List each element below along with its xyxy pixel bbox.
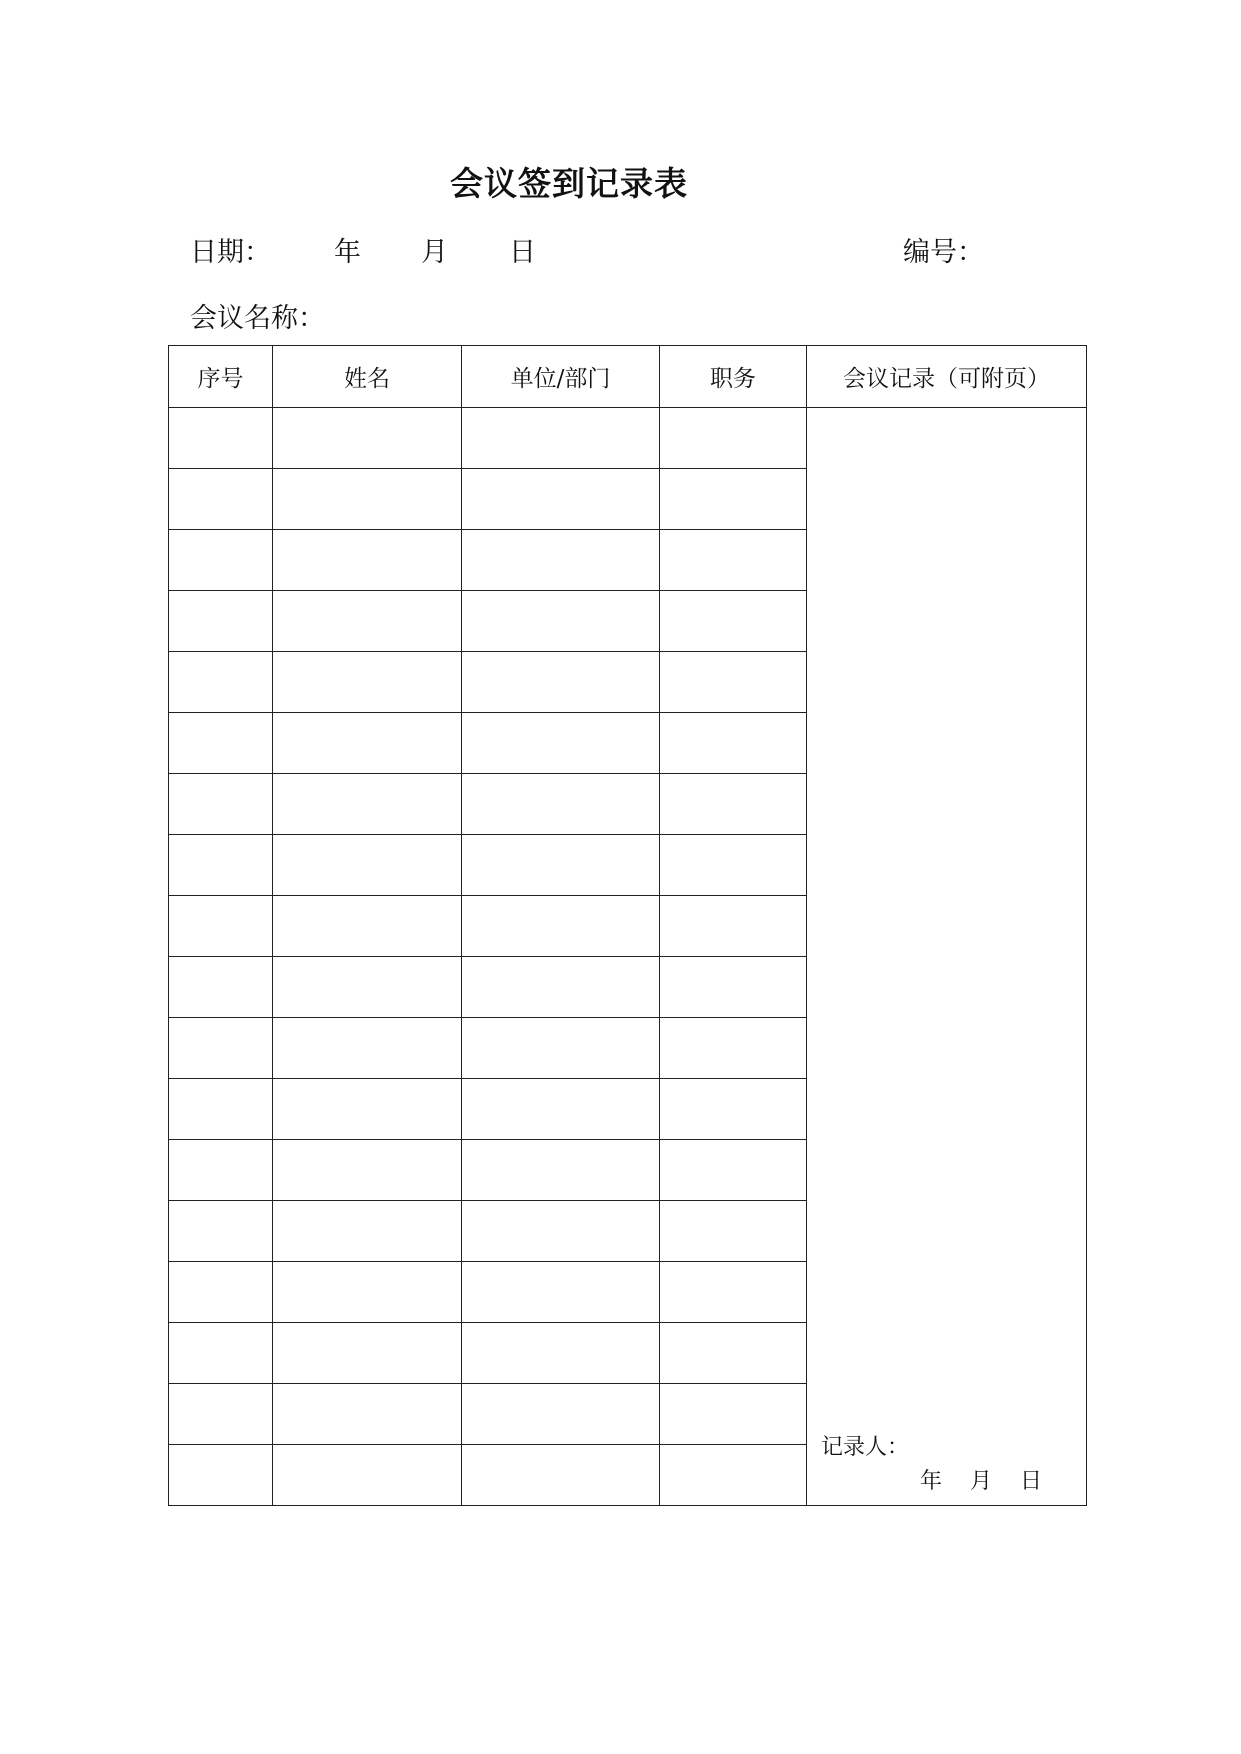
- index-cell[interactable]: [169, 591, 273, 652]
- department-cell[interactable]: [462, 469, 660, 530]
- meeting-name-label: 会议名称：: [190, 303, 325, 334]
- index-cell[interactable]: [169, 896, 273, 957]
- position-cell[interactable]: [660, 408, 807, 469]
- index-cell[interactable]: [169, 469, 273, 530]
- position-cell[interactable]: [660, 774, 807, 835]
- column-header-name: 姓名: [273, 346, 462, 408]
- position-cell[interactable]: [660, 835, 807, 896]
- serial-number-label: 编号：: [903, 237, 984, 268]
- position-cell[interactable]: [660, 1140, 807, 1201]
- position-cell[interactable]: [660, 1201, 807, 1262]
- position-cell[interactable]: [660, 652, 807, 713]
- department-cell[interactable]: [462, 713, 660, 774]
- index-cell[interactable]: [169, 835, 273, 896]
- position-cell[interactable]: [660, 469, 807, 530]
- department-cell[interactable]: [462, 1323, 660, 1384]
- department-cell[interactable]: [462, 652, 660, 713]
- name-cell[interactable]: [273, 1384, 462, 1445]
- index-cell[interactable]: [169, 1018, 273, 1079]
- column-header-department: 单位/部门: [462, 346, 660, 408]
- position-cell[interactable]: [660, 1384, 807, 1445]
- index-cell[interactable]: [169, 957, 273, 1018]
- date-label: 日期：: [190, 237, 271, 268]
- position-cell[interactable]: [660, 713, 807, 774]
- position-cell[interactable]: [660, 957, 807, 1018]
- index-cell[interactable]: [169, 1079, 273, 1140]
- name-cell[interactable]: [273, 469, 462, 530]
- name-cell[interactable]: [273, 835, 462, 896]
- name-cell[interactable]: [273, 530, 462, 591]
- index-cell[interactable]: [169, 1445, 273, 1506]
- column-header-position: 职务: [660, 346, 807, 408]
- sign-in-table: [168, 345, 1087, 1506]
- name-cell[interactable]: [273, 774, 462, 835]
- page-title: 会议签到记录表: [450, 164, 688, 203]
- index-cell[interactable]: [169, 408, 273, 469]
- department-cell[interactable]: [462, 774, 660, 835]
- department-cell[interactable]: [462, 408, 660, 469]
- department-cell[interactable]: [462, 591, 660, 652]
- position-cell[interactable]: [660, 530, 807, 591]
- index-cell[interactable]: [169, 774, 273, 835]
- recorder-label: 记录人：: [821, 1435, 910, 1460]
- name-cell[interactable]: [273, 896, 462, 957]
- department-cell[interactable]: [462, 896, 660, 957]
- table-header-row: [169, 346, 1087, 408]
- name-cell[interactable]: [273, 1445, 462, 1506]
- index-cell[interactable]: [169, 530, 273, 591]
- department-cell[interactable]: [462, 1201, 660, 1262]
- index-cell[interactable]: [169, 1323, 273, 1384]
- department-cell[interactable]: [462, 1018, 660, 1079]
- name-cell[interactable]: [273, 1201, 462, 1262]
- department-cell[interactable]: [462, 1079, 660, 1140]
- position-cell[interactable]: [660, 1079, 807, 1140]
- position-cell[interactable]: [660, 1323, 807, 1384]
- department-cell[interactable]: [462, 1140, 660, 1201]
- position-cell[interactable]: [660, 591, 807, 652]
- index-cell[interactable]: [169, 1201, 273, 1262]
- index-cell[interactable]: [169, 652, 273, 713]
- table-row: [169, 408, 1087, 469]
- department-cell[interactable]: [462, 957, 660, 1018]
- index-cell[interactable]: [169, 1140, 273, 1201]
- column-header-notes: 会议记录（可附页）: [807, 346, 1087, 408]
- sign-date-label: 年 月 日: [920, 1469, 1042, 1494]
- name-cell[interactable]: [273, 713, 462, 774]
- index-cell[interactable]: [169, 713, 273, 774]
- department-cell[interactable]: [462, 1262, 660, 1323]
- position-cell[interactable]: [660, 896, 807, 957]
- name-cell[interactable]: [273, 1262, 462, 1323]
- date-day-label: 日: [509, 237, 536, 268]
- position-cell[interactable]: [660, 1262, 807, 1323]
- department-cell[interactable]: [462, 530, 660, 591]
- name-cell[interactable]: [273, 1079, 462, 1140]
- meeting-notes-cell[interactable]: [807, 408, 1087, 1506]
- index-cell[interactable]: [169, 1262, 273, 1323]
- date-month-label: 月: [421, 237, 448, 268]
- position-cell[interactable]: [660, 1445, 807, 1506]
- name-cell[interactable]: [273, 408, 462, 469]
- column-header-index: 序号: [169, 346, 273, 408]
- name-cell[interactable]: [273, 1323, 462, 1384]
- name-cell[interactable]: [273, 1018, 462, 1079]
- department-cell[interactable]: [462, 1384, 660, 1445]
- date-year-label: 年: [334, 237, 361, 268]
- name-cell[interactable]: [273, 591, 462, 652]
- name-cell[interactable]: [273, 652, 462, 713]
- index-cell[interactable]: [169, 1384, 273, 1445]
- name-cell[interactable]: [273, 1140, 462, 1201]
- name-cell[interactable]: [273, 957, 462, 1018]
- department-cell[interactable]: [462, 1445, 660, 1506]
- department-cell[interactable]: [462, 835, 660, 896]
- position-cell[interactable]: [660, 1018, 807, 1079]
